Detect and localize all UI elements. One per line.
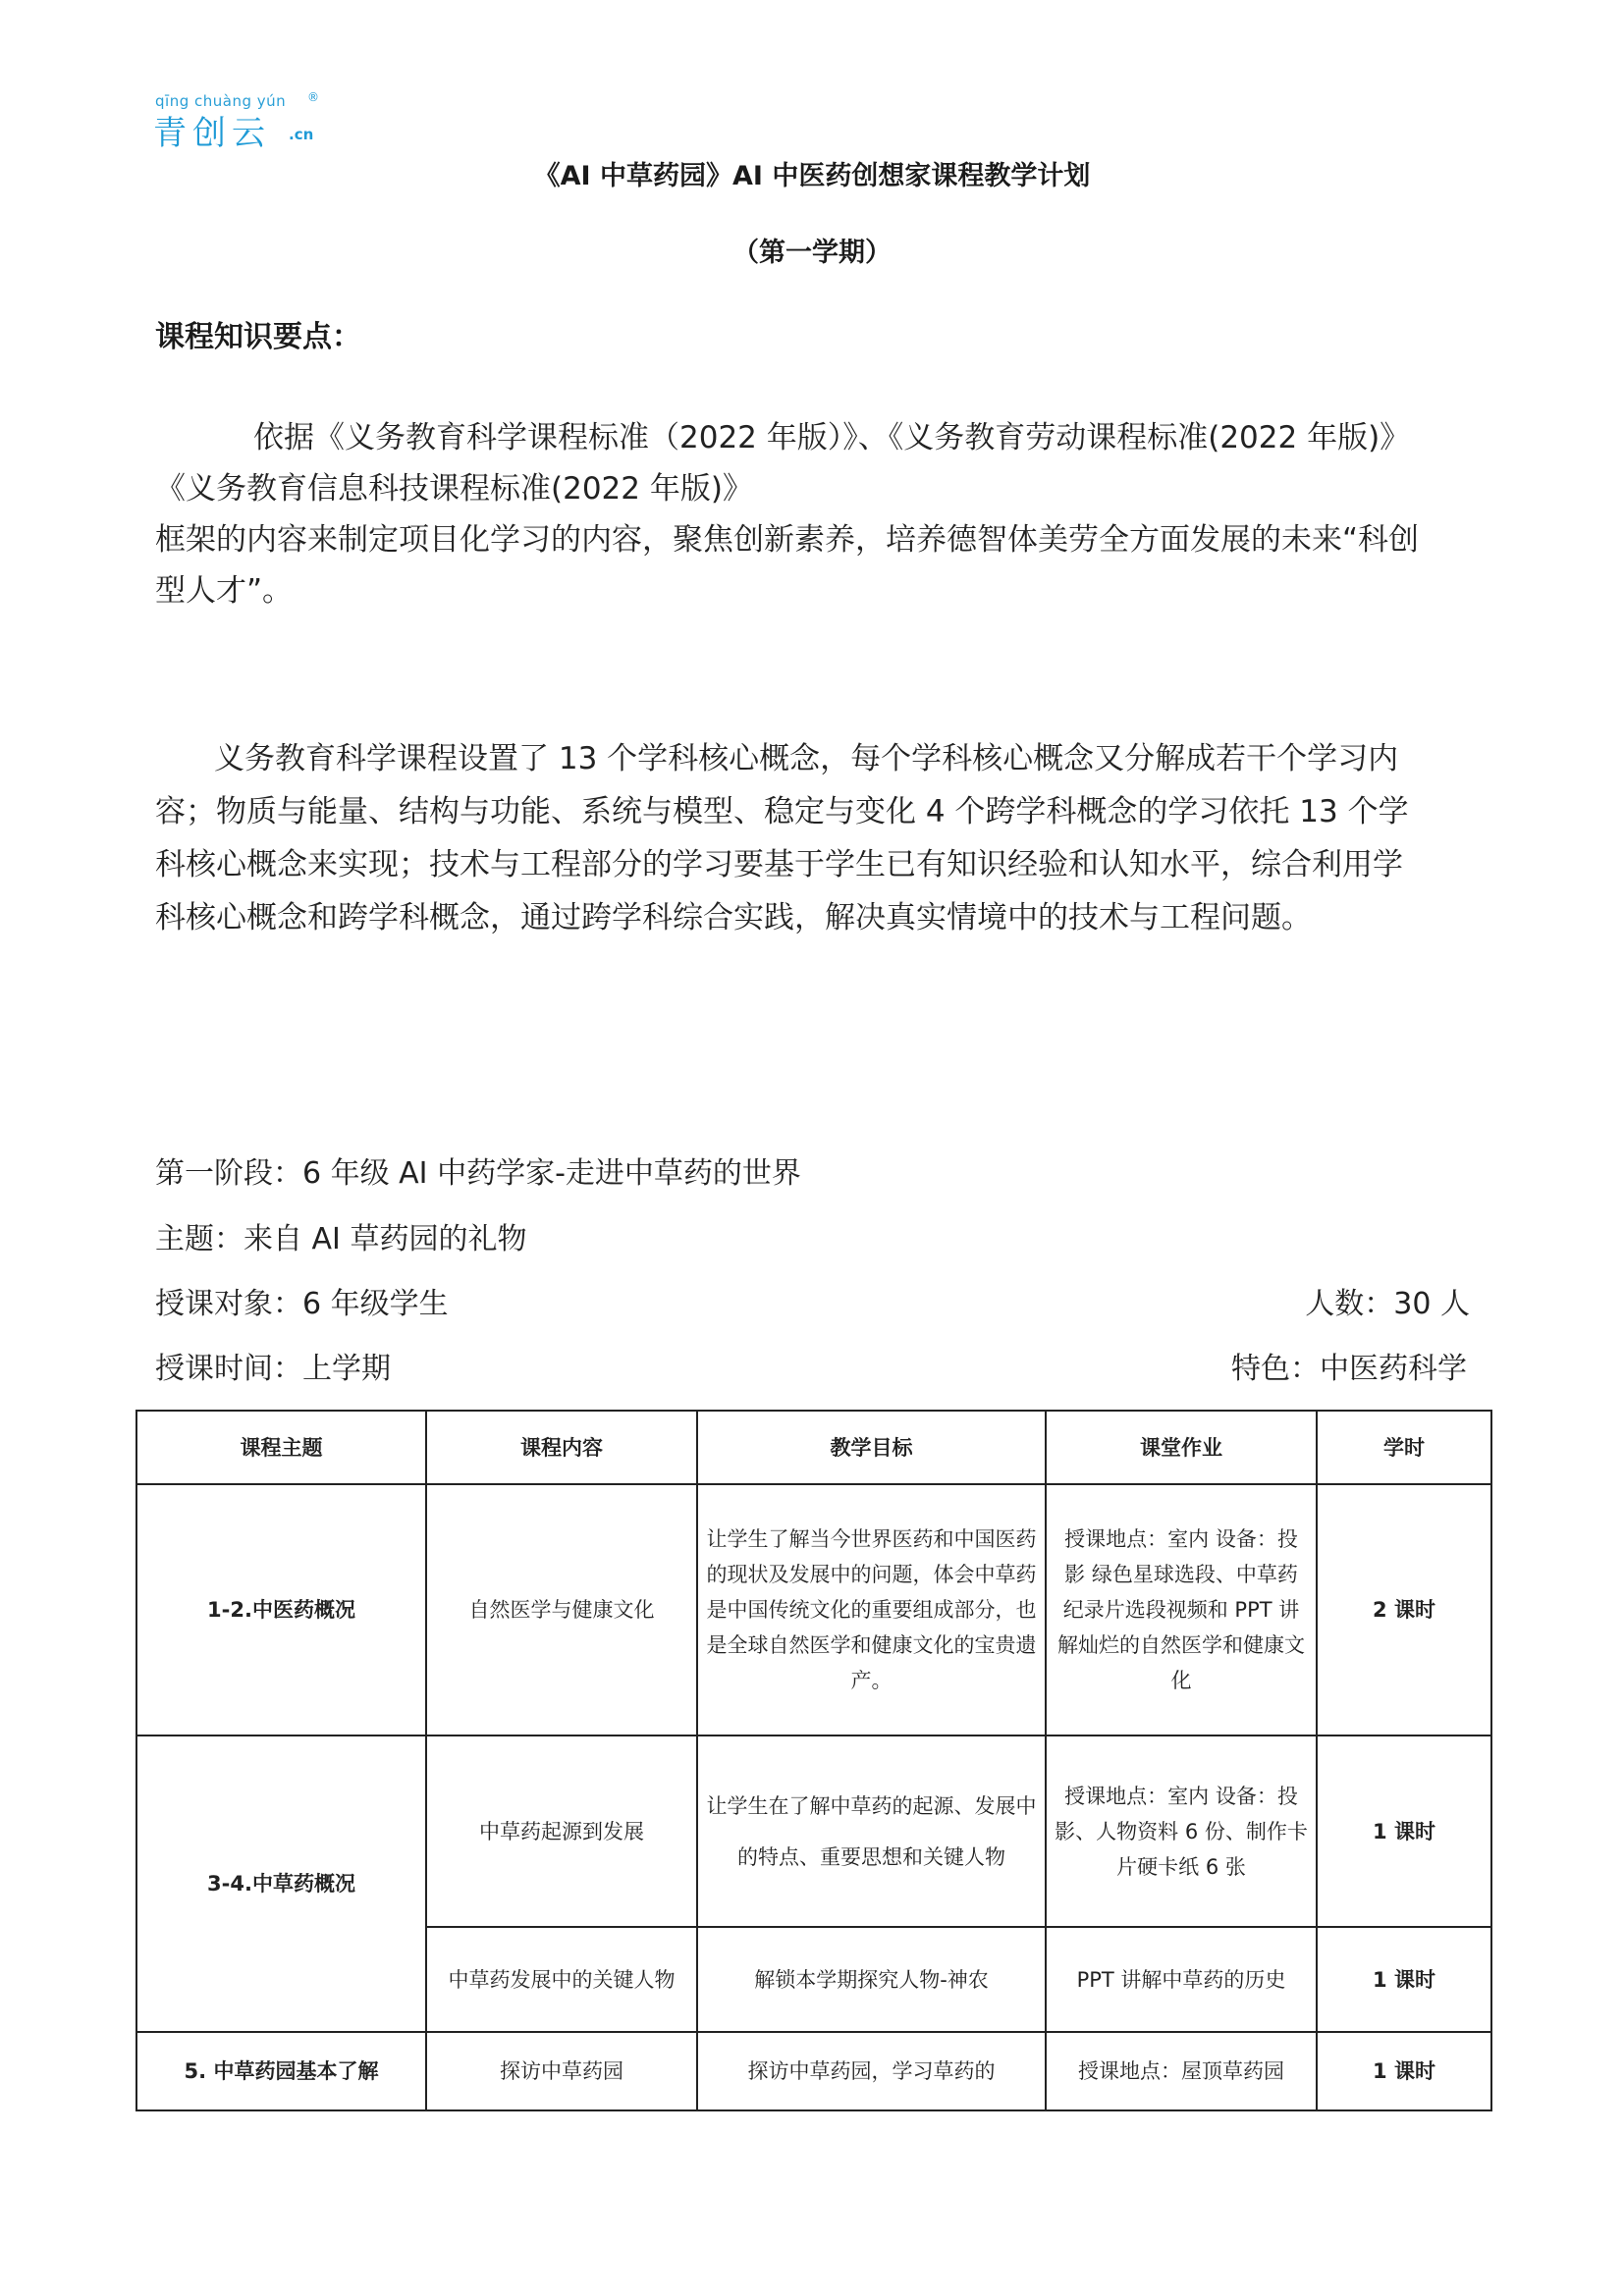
cell-topic: 1-2.中医药概况 (136, 1484, 426, 1735)
logo-registered-mark: ® (307, 90, 319, 104)
cell-homework: PPT 讲解中草药的历史 (1046, 1927, 1317, 2032)
table-row (136, 1735, 1491, 1927)
header-content: 课程内容 (426, 1411, 697, 1484)
header-hours: 学时 (1317, 1411, 1491, 1484)
feature-line: 特色：中医药科学 (1231, 1352, 1467, 1386)
intro-line-2: 《义务教育信息科技课程标准(2022 年版)》 (155, 471, 753, 507)
cell-goal: 解锁本学期探究人物-神农 (697, 1927, 1046, 2032)
cell-homework: 授课地点：室内 设备：投影 绿色星球选段、中草药纪录片选段视频和 PPT 讲解灿烂的自然医学和健康文化 (1046, 1484, 1317, 1735)
cell-goal: 让学生了解当今世界医药和中国医药的现状及发展中的问题，体会中草药是中国传统文化的重要组成部分，也是全球自然医学和健康文化的宝贵遗产。 (697, 1484, 1046, 1735)
cell-content: 自然医学与健康文化 (426, 1484, 697, 1735)
cell-homework: 授课地点：屋顶草药园 (1046, 2032, 1317, 2110)
cell-hours: 1 课时 (1317, 2032, 1491, 2110)
cell-topic: 3-4.中草药概况 (136, 1735, 426, 2032)
section-heading: 课程知识要点： (155, 320, 361, 354)
audience-line: 授课对象：6 年级学生 (155, 1287, 449, 1321)
cell-hours: 1 课时 (1317, 1735, 1491, 1927)
intro-line-1: 依据《义务教育科学课程标准（2022 年版）》、《义务教育劳动课程标准(2022 年版)》 (253, 420, 1411, 455)
cell-hours: 1 课时 (1317, 1927, 1491, 2032)
logo-chars: 青创云 (153, 114, 271, 153)
intro-paragraph (155, 412, 1432, 616)
table-header-row (136, 1411, 1491, 1484)
table-row (136, 2032, 1491, 2110)
cell-content: 探访中草药园 (426, 2032, 697, 2110)
cell-hours: 2 课时 (1317, 1484, 1491, 1735)
theme-line: 主题：来自 AI 草药园的礼物 (155, 1222, 527, 1256)
stage-line: 第一阶段：6 年级 AI 中药学家-走进中草药的世界 (155, 1156, 801, 1191)
cell-goal: 探访中草药园，学习草药的 (697, 2032, 1046, 2110)
lesson-plan-table (135, 1410, 1492, 2111)
header-goal: 教学目标 (697, 1411, 1046, 1484)
logo-pinyin: qīng chuàng yún (155, 92, 287, 110)
cell-topic: 5. 中草药园基本了解 (136, 2032, 426, 2110)
table-row (136, 1484, 1491, 1735)
document-subtitle: （第一学期） (732, 238, 892, 268)
header-topic: 课程主题 (136, 1411, 426, 1484)
document-title: 《AI 中草药园》AI 中医药创想家课程教学计划 (533, 161, 1091, 191)
logo (153, 90, 330, 153)
science-paragraph: 义务教育科学课程设置了 13 个学科核心概念，每个学科核心概念又分解成若干个学习内容；物质与能量、结构与功能、系统与模型、稳定与变化 4 个跨学科概念的学习依托 13 个学科核心概念来实现；技术与工程部分的学习要基于学生已有知识经验和认知水平，综合利用学科核心概念和跨学科概念，通过跨学科综合实践，解决真实情境中的技术与工程问题。 (155, 741, 1409, 935)
schedule-line: 授课时间：上学期 (155, 1352, 391, 1386)
logo-tld: .cn (289, 126, 314, 143)
cell-goal: 让学生在了解中草药的起源、发展中的特点、重要思想和关键人物 (697, 1735, 1046, 1927)
student-count: 人数：30 人 (1305, 1287, 1470, 1321)
cell-content: 中草药发展中的关键人物 (426, 1927, 697, 2032)
intro-line-3: 框架的内容来制定项目化学习的内容，聚焦创新素养，培养德智体美劳全方面发展的未来“科创型人才”。 (155, 522, 1420, 609)
cell-homework: 授课地点：室内 设备：投影、人物资料 6 份、制作卡片硬卡纸 6 张 (1046, 1735, 1317, 1927)
header-homework: 课堂作业 (1046, 1411, 1317, 1484)
cell-content: 中草药起源到发展 (426, 1735, 697, 1927)
